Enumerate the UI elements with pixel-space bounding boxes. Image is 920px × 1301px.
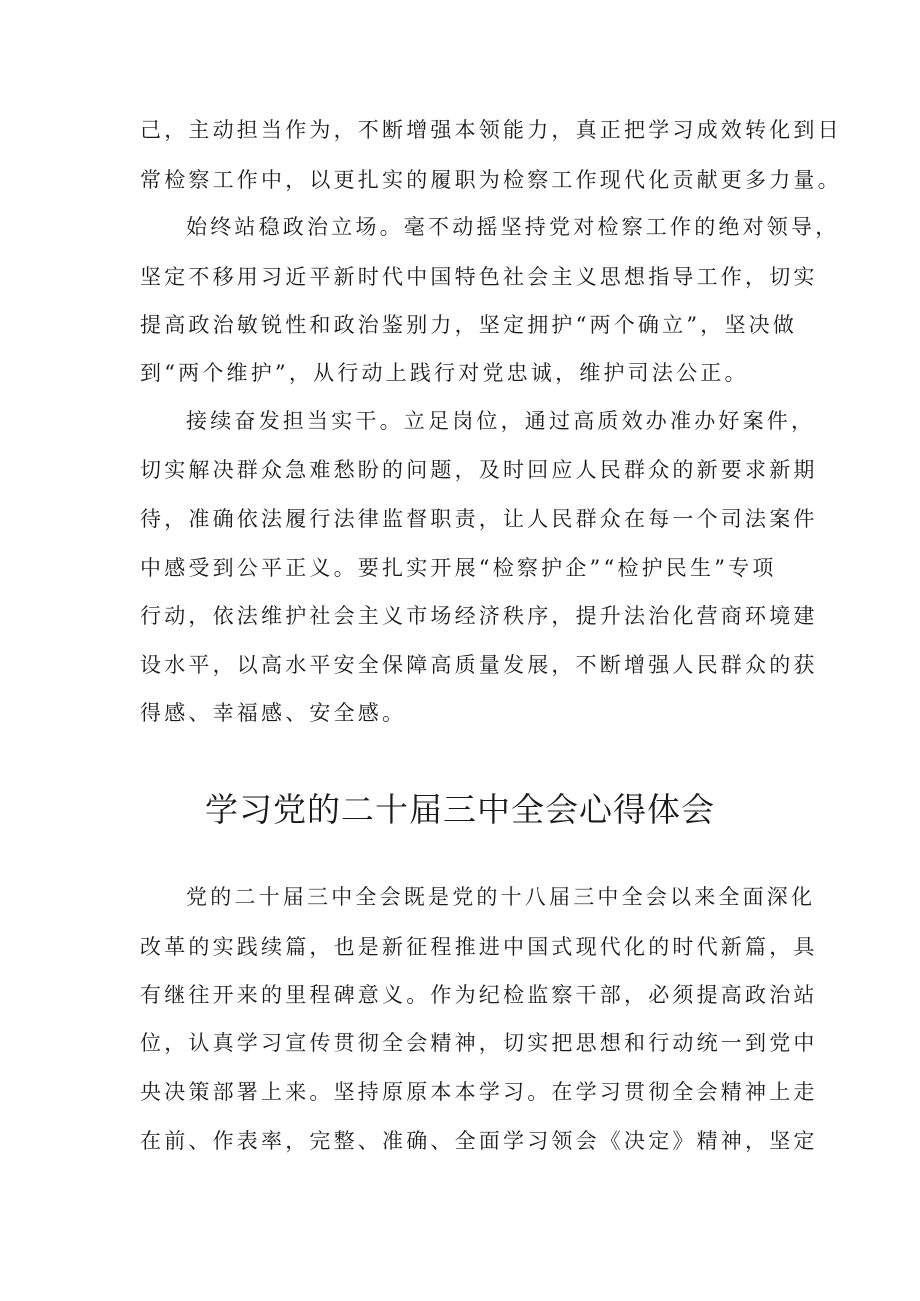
document-title: 学习党的二十届三中全会心得体会 — [205, 790, 715, 829]
paragraph-line: 有继往开来的里程碑意义。作为纪检监察干部，必须提高政治站 — [140, 983, 818, 1007]
paragraph-line: 位，认真学习宣传贯彻全会精神，切实把思想和行动统一到党中 — [140, 1031, 818, 1055]
paragraph-line: 接续奋发担当实干。立足岗位，通过高质效办准办好案件， — [186, 409, 816, 433]
paragraph-line: 央决策部署上来。坚持原原本本学习。在学习贯彻全会精神上走 — [140, 1080, 818, 1104]
paragraph-line: 设水平，以高水平安全保障高质量发展，不断增强人民群众的获 — [140, 653, 818, 677]
paragraph-line: 得感、幸福感、安全感。 — [140, 701, 407, 725]
paragraph-line: 坚定不移用习近平新时代中国特色社会主义思想指导工作，切实 — [140, 265, 818, 289]
paragraph-line: 提高政治敏锐性和政治鉴别力，坚定拥护“两个确立”，坚决做 — [140, 313, 798, 337]
paragraph-line: 改革的实践续篇，也是新征程推进中国式现代化的时代新篇，具 — [140, 935, 818, 959]
paragraph-line: 在前、作表率，完整、准确、全面学习领会《决定》精神，坚定 — [140, 1129, 818, 1153]
paragraph-line: 常检察工作中，以更扎实的履职为检察工作现代化贡献更多力量。 — [140, 168, 842, 192]
paragraph-line: 待，准确依法履行法律监督职责，让人民群众在每一个司法案件 — [140, 507, 818, 531]
paragraph-line: 党的二十届三中全会既是党的十八届三中全会以来全面深化 — [186, 885, 816, 909]
paragraph-line: 己，主动担当作为，不断增强本领能力，真正把学习成效转化到日 — [140, 118, 842, 142]
paragraph-line: 行动，依法维护社会主义市场经济秩序，提升法治化营商环境建 — [140, 604, 818, 628]
paragraph-line: 始终站稳政治立场。毫不动摇坚持党对检察工作的绝对领导， — [186, 215, 840, 239]
paragraph-line: 到“两个维护”，从行动上践行对党忠诚，维护司法公正。 — [140, 361, 749, 385]
paragraph-line: 中感受到公平正义。要扎实开展“检察护企”“检护民生”专项 — [140, 556, 777, 580]
paragraph-line: 切实解决群众急难愁盼的问题，及时回应人民群众的新要求新期 — [140, 458, 818, 482]
